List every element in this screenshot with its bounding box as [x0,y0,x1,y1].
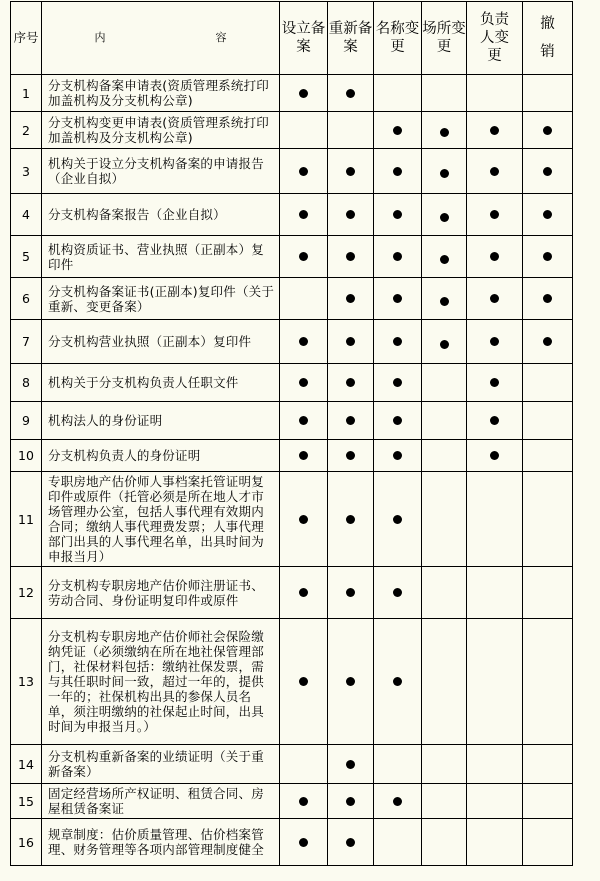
mark-cell [374,784,422,819]
required-dot-icon [393,294,402,303]
mark-cell [523,472,573,567]
mark-cell [328,440,374,472]
mark-cell [422,784,467,819]
required-dot-icon [393,210,402,219]
required-dot-icon [490,416,499,425]
table-row [11,784,573,819]
row-content: 分支机构备案申请表(资质管理系统打印加盖机构及分支机构公章) [42,75,280,112]
mark-cell [422,194,467,236]
mark-cell [328,819,374,866]
mark-cell [280,819,328,866]
table-row [11,364,573,402]
required-dot-icon [490,337,499,346]
row-number: 6 [11,278,42,320]
row-number: 9 [11,402,42,440]
table-row [11,619,573,745]
mark-cell [374,819,422,866]
required-dot-icon [490,378,499,387]
required-dot-icon [346,378,355,387]
required-dot-icon [299,416,308,425]
row-number: 4 [11,194,42,236]
mark-cell [523,278,573,320]
header-person-change: 负责人变更 [467,2,523,75]
required-dot-icon [543,126,552,135]
row-content: 机构关于分支机构负责人任职文件 [42,364,280,402]
row-content: 分支机构备案报告（企业自拟） [42,194,280,236]
required-dot-icon [393,515,402,524]
mark-cell [523,194,573,236]
required-dot-icon [393,337,402,346]
mark-cell [523,75,573,112]
mark-cell [467,402,523,440]
mark-cell [280,320,328,364]
mark-cell [467,236,523,278]
row-number: 7 [11,320,42,364]
header-content-right: 容 [215,31,227,44]
row-content: 分支机构专职房地产估价师社会保险缴纳凭证（必须缴纳在所在地社保管理部门，社保材料包括：缴纳社保发票，需与其任职时间一致，超过一年的，提供一年的；社保机构出具的参保人员名单，须注明缴纳的社保起止时间，出具时间为申报当月。） [42,619,280,745]
mark-cell [467,320,523,364]
mark-cell [374,567,422,619]
table-row [11,567,573,619]
mark-cell [280,440,328,472]
row-content: 专职房地产估价师人事档案托管证明复印件或原件（托管必须是所在地人才市场管理办公室，包括人事代理有效期内合同；缴纳人事代理费发票；人事代理部门出具的人事代理名单，出具时间为申报当月） [42,472,280,567]
mark-cell [422,364,467,402]
header-seq: 序号 [11,2,42,75]
required-dot-icon [393,797,402,806]
required-dot-icon [393,416,402,425]
mark-cell [467,112,523,149]
required-dot-icon [393,167,402,176]
required-dot-icon [440,213,449,222]
row-number: 1 [11,75,42,112]
mark-cell [328,402,374,440]
mark-cell [374,149,422,194]
required-dot-icon [299,167,308,176]
row-content: 机构法人的身份证明 [42,402,280,440]
required-dot-icon [393,252,402,261]
required-dot-icon [346,677,355,686]
mark-cell [467,194,523,236]
mark-cell [280,745,328,784]
mark-cell [328,784,374,819]
mark-cell [374,364,422,402]
required-dot-icon [490,167,499,176]
required-dot-icon [440,340,449,349]
mark-cell [280,784,328,819]
required-dot-icon [346,416,355,425]
mark-cell [374,75,422,112]
table-row [11,320,573,364]
mark-cell [328,472,374,567]
mark-cell [374,745,422,784]
row-content: 分支机构营业执照（正副本）复印件 [42,320,280,364]
required-dot-icon [440,297,449,306]
row-content: 分支机构负责人的身份证明 [42,440,280,472]
row-content: 机构关于设立分支机构备案的申请报告（企业自拟） [42,149,280,194]
mark-cell [422,75,467,112]
mark-cell [280,75,328,112]
mark-cell [467,745,523,784]
mark-cell [422,472,467,567]
table-row [11,472,573,567]
mark-cell [374,440,422,472]
table-row [11,440,573,472]
row-content: 规章制度：估价质量管理、估价档案管理、财务管理等各项内部管理制度健全 [42,819,280,866]
row-number: 5 [11,236,42,278]
required-dot-icon [346,89,355,98]
mark-cell [328,364,374,402]
required-dot-icon [393,677,402,686]
required-dot-icon [543,337,552,346]
table-row [11,402,573,440]
mark-cell [422,236,467,278]
required-dot-icon [346,760,355,769]
required-dot-icon [440,128,449,137]
mark-cell [328,75,374,112]
header-content-left: 内 [94,31,106,44]
mark-cell [467,149,523,194]
required-dot-icon [543,294,552,303]
row-content: 分支机构重新备案的业绩证明（关于重新备案） [42,745,280,784]
row-number: 3 [11,149,42,194]
mark-cell [523,745,573,784]
required-dot-icon [346,797,355,806]
table-row [11,112,573,149]
header-content [42,2,280,75]
mark-cell [328,194,374,236]
mark-cell [523,236,573,278]
table-row [11,75,573,112]
table-row [11,194,573,236]
row-number: 10 [11,440,42,472]
required-dot-icon [490,252,499,261]
mark-cell [523,619,573,745]
header-revoke: 撤销 [523,2,573,75]
header-row [11,2,573,75]
required-dot-icon [299,378,308,387]
mark-cell [523,567,573,619]
mark-cell [280,402,328,440]
mark-cell [280,149,328,194]
required-dot-icon [543,252,552,261]
mark-cell [280,194,328,236]
row-content: 分支机构备案证书(正副本)复印件（关于重新、变更备案） [42,278,280,320]
required-dot-icon [346,294,355,303]
mark-cell [523,112,573,149]
mark-cell [280,112,328,149]
required-dot-icon [440,169,449,178]
mark-cell [280,278,328,320]
required-dot-icon [299,252,308,261]
mark-cell [328,745,374,784]
mark-cell [467,619,523,745]
row-number: 2 [11,112,42,149]
header-site-change: 场所变更 [422,2,467,75]
mark-cell [280,567,328,619]
required-dot-icon [346,167,355,176]
required-dot-icon [393,588,402,597]
mark-cell [422,402,467,440]
table-row [11,278,573,320]
mark-cell [422,320,467,364]
mark-cell [280,364,328,402]
header-name-change: 名称变更 [374,2,422,75]
mark-cell [280,236,328,278]
mark-cell [280,619,328,745]
required-dot-icon [490,451,499,460]
table-row [11,236,573,278]
table-row [11,819,573,866]
row-content: 固定经营场所产权证明、租赁合同、房屋租赁备案证 [42,784,280,819]
table-row [11,149,573,194]
mark-cell [374,112,422,149]
mark-cell [467,784,523,819]
required-dot-icon [299,89,308,98]
mark-cell [374,278,422,320]
mark-cell [523,819,573,866]
required-dot-icon [490,126,499,135]
mark-cell [422,112,467,149]
required-dot-icon [543,167,552,176]
mark-cell [328,278,374,320]
table-row [11,745,573,784]
mark-cell [422,819,467,866]
row-number: 16 [11,819,42,866]
mark-cell [374,619,422,745]
mark-cell [328,567,374,619]
mark-cell [523,364,573,402]
mark-cell [523,320,573,364]
mark-cell [328,619,374,745]
mark-cell [467,440,523,472]
row-number: 15 [11,784,42,819]
required-dot-icon [346,515,355,524]
row-content: 分支机构专职房地产估价师注册证书、劳动合同、身份证明复印件或原件 [42,567,280,619]
mark-cell [422,440,467,472]
required-dot-icon [346,337,355,346]
mark-cell [467,567,523,619]
mark-cell [374,236,422,278]
mark-cell [328,112,374,149]
row-number: 13 [11,619,42,745]
mark-cell [328,149,374,194]
row-content: 机构资质证书、营业执照（正副本）复印件 [42,236,280,278]
row-number: 14 [11,745,42,784]
mark-cell [422,745,467,784]
mark-cell [523,440,573,472]
mark-cell [422,278,467,320]
mark-cell [523,402,573,440]
requirements-table [10,1,573,866]
mark-cell [467,75,523,112]
row-number: 11 [11,472,42,567]
mark-cell [374,320,422,364]
required-dot-icon [299,797,308,806]
required-dot-icon [393,126,402,135]
row-content: 分支机构变更申请表(资质管理系统打印加盖机构及分支机构公章) [42,112,280,149]
mark-cell [467,472,523,567]
mark-cell [523,784,573,819]
required-dot-icon [346,588,355,597]
required-dot-icon [346,210,355,219]
required-dot-icon [346,838,355,847]
required-dot-icon [393,378,402,387]
required-dot-icon [393,451,402,460]
mark-cell [328,236,374,278]
required-dot-icon [346,451,355,460]
table-body [11,75,573,866]
required-dot-icon [299,677,308,686]
required-dot-icon [543,210,552,219]
mark-cell [422,567,467,619]
mark-cell [280,472,328,567]
mark-cell [422,149,467,194]
required-dot-icon [440,255,449,264]
required-dot-icon [299,838,308,847]
mark-cell [467,819,523,866]
mark-cell [374,402,422,440]
header-re-record: 重新备案 [328,2,374,75]
row-number: 12 [11,567,42,619]
mark-cell [467,364,523,402]
row-number: 8 [11,364,42,402]
header-establish: 设立备案 [280,2,328,75]
mark-cell [374,194,422,236]
required-dot-icon [299,515,308,524]
required-dot-icon [299,337,308,346]
required-dot-icon [490,210,499,219]
required-dot-icon [346,252,355,261]
mark-cell [467,278,523,320]
required-dot-icon [490,294,499,303]
required-dot-icon [299,588,308,597]
required-dot-icon [299,451,308,460]
mark-cell [328,320,374,364]
mark-cell [523,149,573,194]
required-dot-icon [299,210,308,219]
mark-cell [374,472,422,567]
mark-cell [422,619,467,745]
